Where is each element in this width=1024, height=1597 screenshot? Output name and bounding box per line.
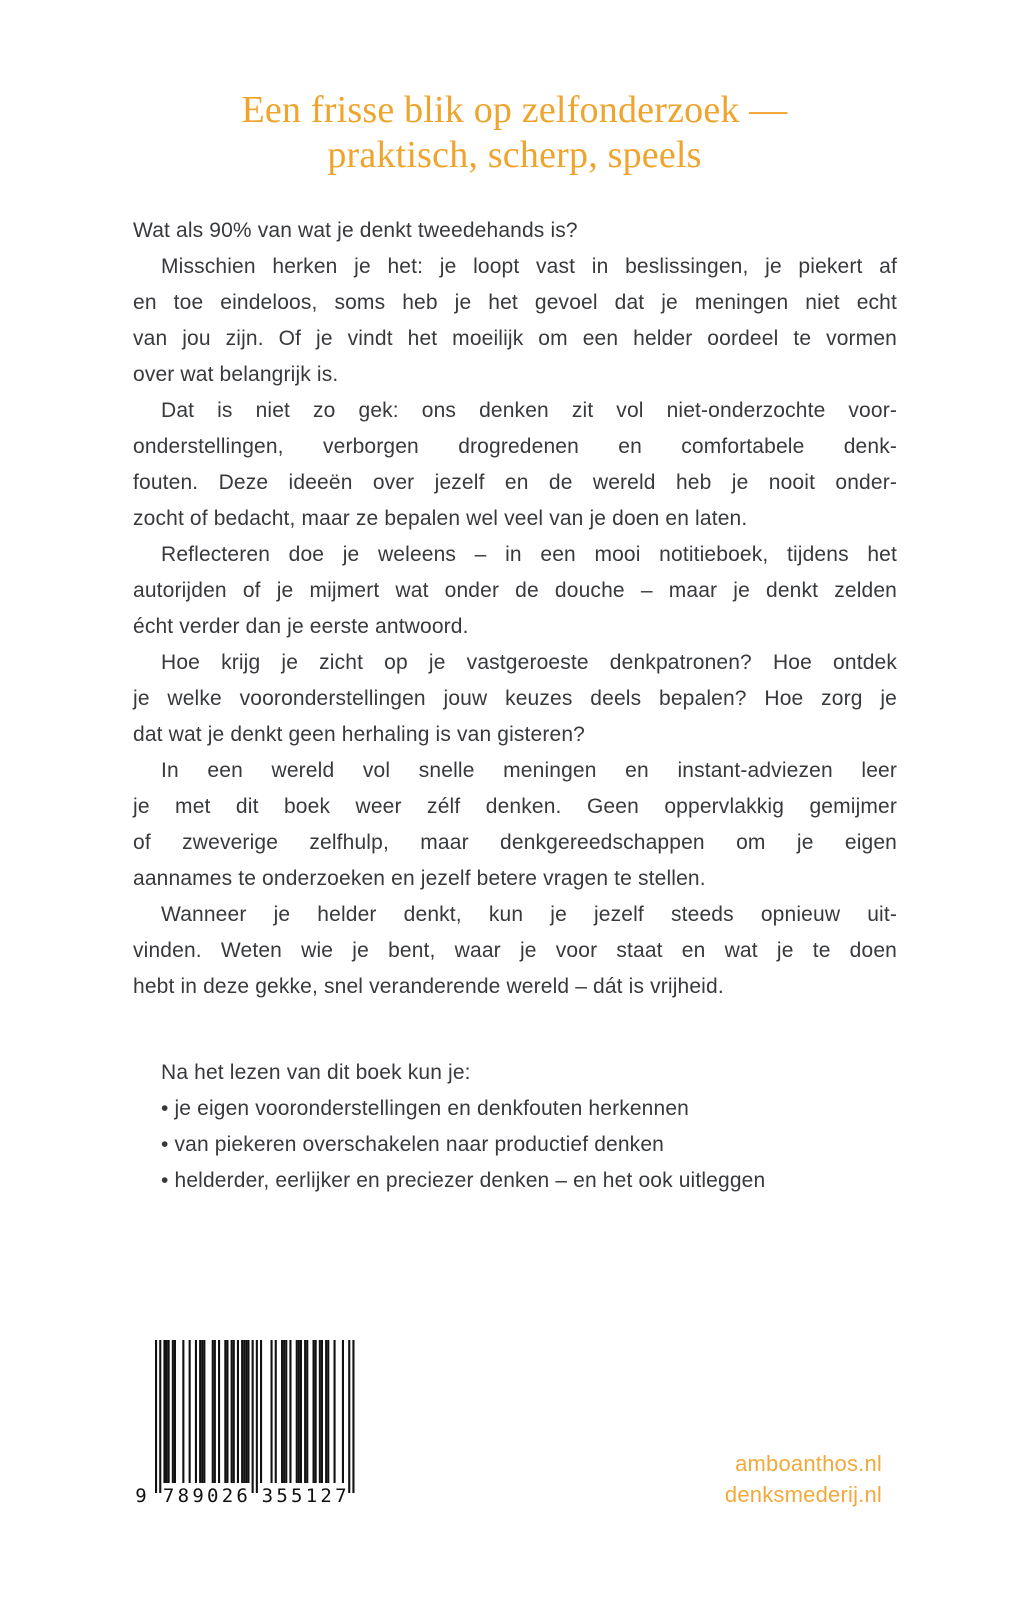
benefits-section bbox=[133, 1055, 897, 1199]
svg-text:8: 8 bbox=[177, 1485, 190, 1506]
svg-text:3: 3 bbox=[261, 1485, 274, 1506]
blurb-line: Hoe krijg je zicht op je vastgeroeste denkpatronen? Hoe ontdek bbox=[161, 651, 897, 674]
svg-text:7: 7 bbox=[335, 1485, 347, 1506]
publisher-link: amboanthos.nl bbox=[735, 1451, 882, 1476]
blurb-line: vinden. Weten wie je bent, waar je voor staat en wat je te doen bbox=[133, 939, 897, 962]
blurb-line: écht verder dan je eerste antwoord. bbox=[133, 615, 469, 638]
benefit-item: • helderder, eerlijker en preciezer denken – en het ook uitleggen bbox=[161, 1169, 766, 1192]
blurb-text bbox=[133, 213, 897, 1005]
blurb-line: fouten. Deze ideeën over jezelf en de wereld heb je nooit onder- bbox=[133, 471, 897, 494]
svg-text:9: 9 bbox=[192, 1485, 204, 1506]
blurb-line: aannames te onderzoeken en jezelf betere vragen te stellen. bbox=[133, 867, 706, 890]
tagline-line: praktisch, scherp, speels bbox=[327, 134, 702, 176]
svg-text:6: 6 bbox=[236, 1485, 248, 1506]
blurb-line: Wanneer je helder denkt, kun je jezelf steeds opnieuw uit- bbox=[161, 903, 897, 926]
blurb-line: van jou zijn. Of je vindt het moeilijk om een helder oordeel te vormen bbox=[133, 327, 897, 350]
blurb-line: je met dit boek weer zélf denken. Geen oppervlakkig gemijmer bbox=[133, 795, 897, 818]
svg-text:2: 2 bbox=[221, 1485, 234, 1506]
blurb-line: en toe eindeloos, soms heb je het gevoel dat je meningen niet echt bbox=[133, 291, 897, 314]
blurb-line: Wat als 90% van wat je denkt tweedehands is? bbox=[133, 219, 578, 242]
svg-text:5: 5 bbox=[291, 1485, 303, 1506]
svg-text:7: 7 bbox=[162, 1485, 175, 1506]
blurb-line: zocht of bedacht, maar ze bepalen wel veel van je doen en laten. bbox=[133, 507, 748, 530]
blurb-line: Dat is niet zo gek: ons denken zit vol niet-onderzochte voor- bbox=[161, 399, 897, 422]
svg-text:0: 0 bbox=[207, 1485, 219, 1506]
blurb-line: dat wat je denkt geen herhaling is van gisteren? bbox=[133, 723, 585, 746]
blurb-line: over wat belangrijk is. bbox=[133, 363, 339, 386]
blurb-line: Misschien herken je het: je loopt vast in beslissingen, je piekert af bbox=[161, 255, 897, 278]
tagline-line: Een frisse blik op zelfonderzoek — bbox=[241, 89, 788, 131]
isbn-digits: 9 bbox=[135, 1485, 147, 1506]
svg-text:1: 1 bbox=[305, 1485, 318, 1506]
tagline-heading bbox=[132, 88, 897, 178]
benefits-intro: Na het lezen van dit boek kun je: bbox=[161, 1061, 471, 1084]
blurb-line: of zweverige zelfhulp, maar denkgereedschappen om je eigen bbox=[133, 831, 897, 854]
benefit-item: • je eigen vooronderstellingen en denkfouten herkennen bbox=[161, 1097, 690, 1120]
blurb-line: je welke vooronderstellingen jouw keuzes deels bepalen? Hoe zorg je bbox=[133, 687, 897, 710]
publisher-links bbox=[725, 1448, 882, 1510]
svg-text:2: 2 bbox=[320, 1485, 332, 1506]
publisher-link: denksmederij.nl bbox=[724, 1482, 882, 1507]
blurb-line: Reflecteren doe je weleens – in een mooi notitieboek, tijdens het bbox=[161, 543, 897, 566]
svg-text:5: 5 bbox=[276, 1485, 288, 1506]
isbn-barcode bbox=[135, 1340, 367, 1506]
blurb-line: autorijden of je mijmert wat onder de douche – maar je denkt zelden bbox=[133, 579, 897, 602]
benefit-item: • van piekeren overschakelen naar productief denken bbox=[161, 1133, 664, 1156]
blurb-line: hebt in deze gekke, snel veranderende wereld – dát is vrijheid. bbox=[133, 975, 724, 998]
benefits-list bbox=[133, 1091, 897, 1199]
blurb-line: In een wereld vol snelle meningen en instant-adviezen leer bbox=[161, 759, 897, 782]
blurb-line: onderstellingen, verborgen drogredenen en comfortabele denk- bbox=[133, 435, 897, 458]
